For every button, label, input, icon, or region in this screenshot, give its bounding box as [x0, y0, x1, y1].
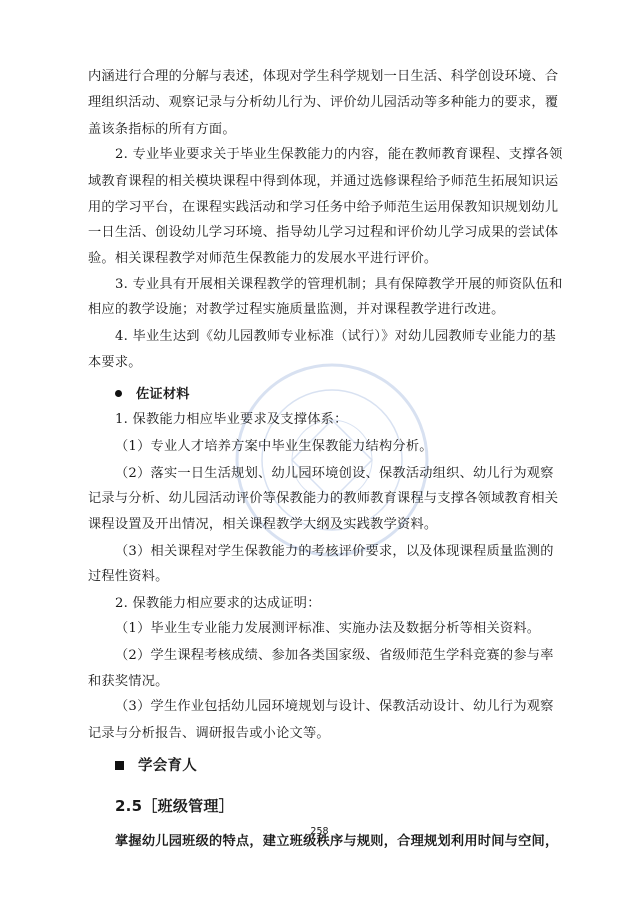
- paragraph-line: 内涵进行合理的分解与表述，体现对学生科学规划一日生活、科学创设环境、合: [88, 68, 559, 84]
- page-number: 258: [310, 826, 329, 837]
- subsection-heading: 2.5［班级管理］: [115, 797, 234, 816]
- paragraph-line: （3）相关课程对学生保教能力的考核评价要求，以及体现课程质量监测的: [115, 543, 554, 559]
- paragraph-line: （1）专业人才培养方案中毕业生保教能力结构分析。: [115, 439, 433, 454]
- square-bullet-icon: [115, 761, 124, 770]
- paragraph-line: 验。相关课程教学对师范生保教能力的发展水平进行评价。: [88, 250, 438, 266]
- paragraph-line: 域教育课程的相关模块课程中得到体现，并通过选修课程给予师范生拓展知识运: [88, 173, 559, 189]
- paragraph-line: 一日生活、创设幼儿学习环境、指导幼儿学习过程和评价幼儿学习成果的尝试体: [88, 225, 559, 241]
- evidence-heading-text: 佐证材料: [136, 386, 190, 402]
- paragraph-line: 3. 专业具有开展相关课程教学的管理机制；具有保障教学开展的师资队伍和: [115, 276, 563, 292]
- paragraph-line: 相应的教学设施；对教学过程实施质量监测，并对课程教学进行改进。: [88, 302, 505, 318]
- paragraph-line: 掌握幼儿园班级的特点，建立班级秩序与规则，合理规划利用时间与空间，: [115, 834, 559, 850]
- paragraph-line: 和获奖情况。: [88, 673, 169, 689]
- paragraph-line: 本要求。: [88, 355, 142, 371]
- paragraph-line: 记录与分析报告、调研报告或小论文等。: [88, 725, 330, 741]
- bullet-icon: [115, 390, 122, 397]
- paragraph-line: （2）落实一日生活规划、幼儿园环境创设、保教活动组织、幼儿行为观察: [115, 465, 554, 481]
- section-heading: [115, 756, 550, 776]
- paragraph-line: 2. 保教能力相应要求的达成证明：: [115, 595, 321, 611]
- paragraph-line: 过程性资料。: [88, 569, 169, 585]
- paragraph-line: 课程设置及开出情况，相关课程教学大纲及实践教学资料。: [88, 516, 438, 532]
- paragraph-line: 记录与分析、幼儿园活动评价等保教能力的教师教育课程与支撑各领域教育相关: [88, 491, 559, 507]
- paragraph-line: 用的学习平台，在课程实践活动和学习任务中给予师范生运用保教知识规划幼儿: [88, 199, 559, 215]
- paragraph-line: 2. 专业毕业要求关于毕业生保教能力的内容，能在教师教育课程、支撑各领: [115, 147, 563, 163]
- paragraph-line: 盖该条指标的所有方面。: [88, 121, 236, 137]
- paragraph-line: 4. 毕业生达到《幼儿园教师专业标准（试行）》对幼儿园教师专业能力的基: [115, 328, 556, 344]
- section-heading-text: 学会育人: [138, 758, 197, 775]
- paragraph-line: 1. 保教能力相应毕业要求及支撑体系：: [115, 412, 348, 428]
- paragraph-line: 理组织活动、观察记录与分析幼儿行为、评价幼儿园活动等多种能力的要求，覆: [88, 95, 559, 111]
- paragraph-line: （2）学生课程考核成绩、参加各类国家级、省级师范生学科竞赛的参与率: [115, 648, 554, 663]
- paragraph-line: （1）毕业生专业能力发展测评标准、实施办法及数据分析等相关资料。: [115, 621, 541, 637]
- paragraph-line: （3）学生作业包括幼儿园环境规划与设计、保教活动设计、幼儿行为观察: [115, 699, 554, 715]
- evidence-heading: [115, 385, 550, 405]
